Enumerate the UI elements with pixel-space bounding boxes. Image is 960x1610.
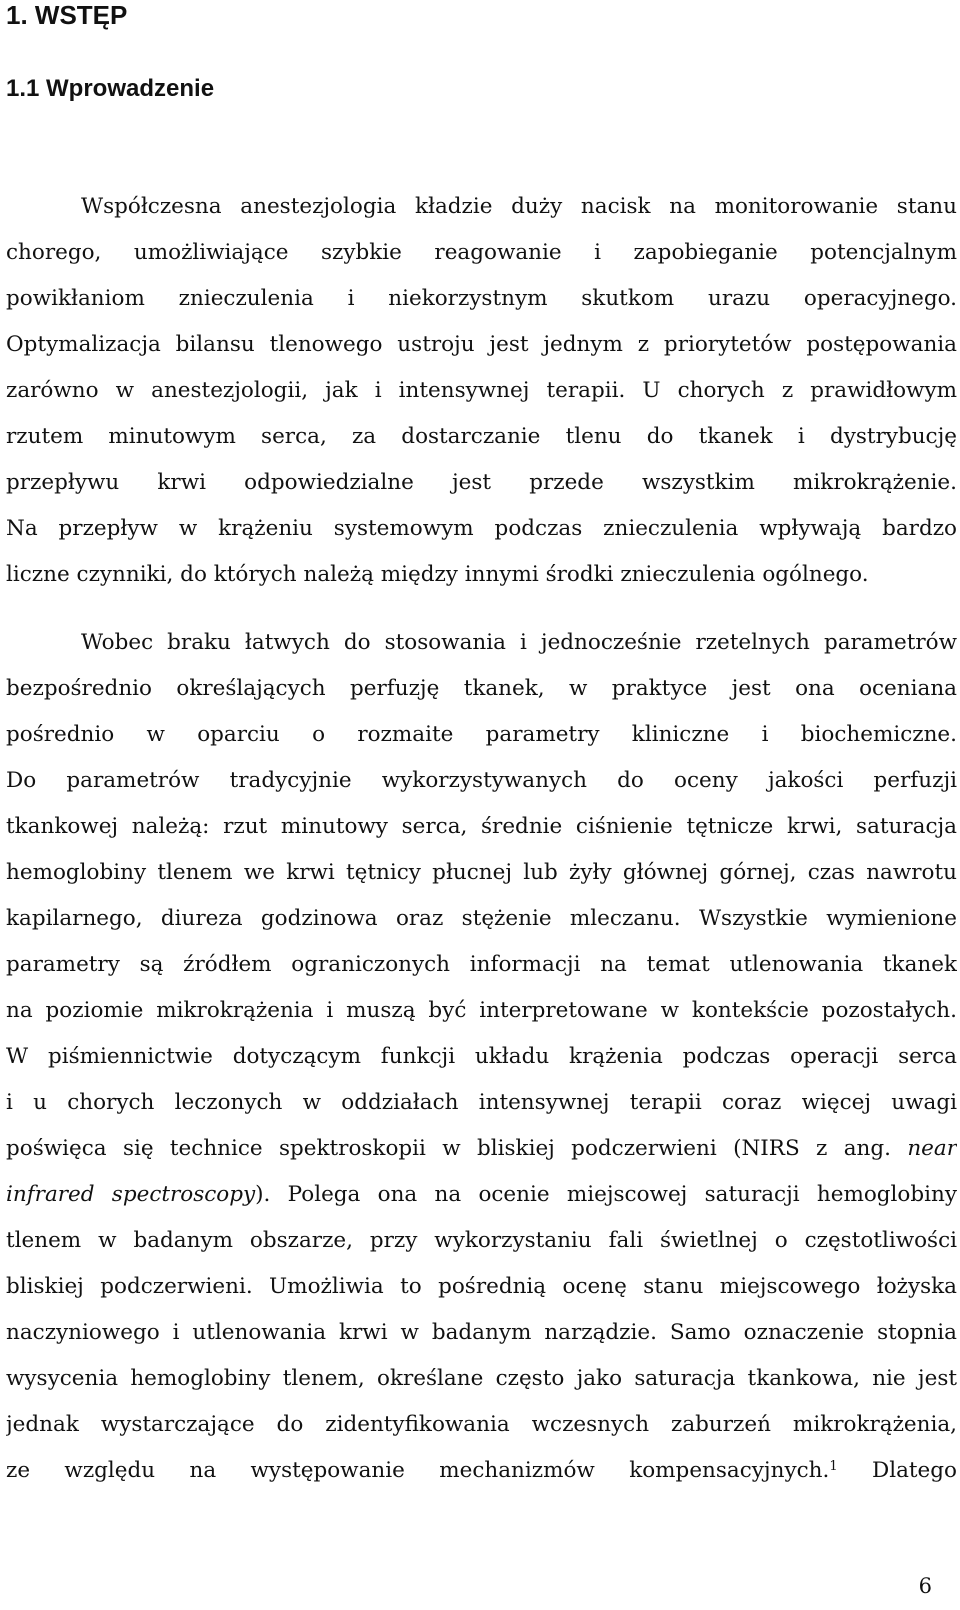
text-line	[6, 1457, 957, 1485]
text-segment: Dlatego	[871, 1458, 957, 1483]
text-line: Optymalizacja bilansu tlenowego ustroju jest jednym z priorytetów postępowania	[6, 332, 957, 357]
text-line: naczyniowego i utlenowania krwi w badanym narządzie. Samo oznaczenie stopnia	[6, 1320, 957, 1345]
page-number: 6	[918, 1574, 932, 1598]
text-line: liczne czynniki, do których należą między innymi środki znieczulenia ogólnego.	[6, 562, 869, 587]
text-line: wysycenia hemoglobiny tlenem, określane często jako saturacja tkankowa, nie jest	[6, 1366, 957, 1391]
text-line: Współczesna anestezjologia kładzie duży nacisk na monitorowanie stanu	[81, 194, 957, 219]
text-line: hemoglobiny tlenem we krwi tętnicy płucnej lub żyły głównej górnej, czas nawrotu	[6, 860, 957, 885]
text-line: Na przepływ w krążeniu systemowym podczas znieczulenia wpływają bardzo	[6, 516, 957, 541]
text-line: kapilarnego, diureza godzinowa oraz stężenie mleczanu. Wszystkie wymienione	[6, 906, 957, 931]
italic-term: infrared spectroscopy	[6, 1182, 256, 1207]
text-line: powikłaniom znieczulenia i niekorzystnym skutkom urazu operacyjnego.	[6, 286, 957, 311]
text-line: pośrednio w oparciu o rozmaite parametry kliniczne i biochemiczne.	[6, 722, 957, 747]
text-segment: poświęca się technice spektroskopii w bliskiej podczerwieni (NIRS z ang.	[6, 1136, 891, 1161]
text-line	[6, 1181, 957, 1209]
text-line	[6, 1135, 957, 1163]
text-line: bliskiej podczerwieni. Umożliwia to pośrednią ocenę stanu miejscowego łożyska	[6, 1274, 957, 1299]
text-segment: ). Polega ona na ocenie miejscowej saturacji hemoglobiny	[255, 1182, 957, 1207]
text-line: tlenem w badanym obszarze, przy wykorzystaniu fali świetlnej o częstotliwości	[6, 1228, 957, 1253]
text-line: Wobec braku łatwych do stosowania i jednocześnie rzetelnych parametrów	[81, 630, 957, 655]
text-line: Do parametrów tradycyjnie wykorzystywanych do oceny jakości perfuzji	[6, 768, 957, 793]
subsection-heading: 1.1 Wprowadzenie	[6, 75, 215, 102]
text-line: zarówno w anestezjologii, jak i intensywnej terapii. U chorych z prawidłowym	[6, 378, 957, 403]
text-line: jednak wystarczające do zidentyfikowania wczesnych zaburzeń mikrokrążenia,	[6, 1412, 957, 1437]
text-line: na poziomie mikrokrążenia i muszą być interpretowane w kontekście pozostałych.	[6, 998, 957, 1023]
text-line: i u chorych leczonych w oddziałach intensywnej terapii coraz więcej uwagi	[6, 1090, 957, 1115]
text-segment: ze względu na występowanie mechanizmów kompensacyjnych.	[6, 1458, 830, 1483]
text-line: chorego, umożliwiające szybkie reagowanie i zapobieganie potencjalnym	[6, 240, 957, 265]
footnote-reference[interactable]: 1	[829, 1459, 838, 1474]
text-line: przepływu krwi odpowiedzialne jest przede wszystkim mikrokrążenie.	[6, 470, 957, 495]
text-line: parametry są źródłem ograniczonych informacji na temat utlenowania tkanek	[6, 952, 957, 977]
section-heading: 1. WSTĘP	[6, 0, 128, 30]
text-line: rzutem minutowym serca, za dostarczanie tlenu do tkanek i dystrybucję	[6, 424, 957, 449]
text-line: W piśmiennictwie dotyczącym funkcji układu krążenia podczas operacji serca	[6, 1044, 957, 1069]
text-line: bezpośrednio określających perfuzję tkanek, w praktyce jest ona oceniana	[6, 676, 957, 701]
italic-term: near	[907, 1136, 957, 1161]
text-line: tkankowej należą: rzut minutowy serca, średnie ciśnienie tętnicze krwi, saturacja	[6, 814, 957, 839]
